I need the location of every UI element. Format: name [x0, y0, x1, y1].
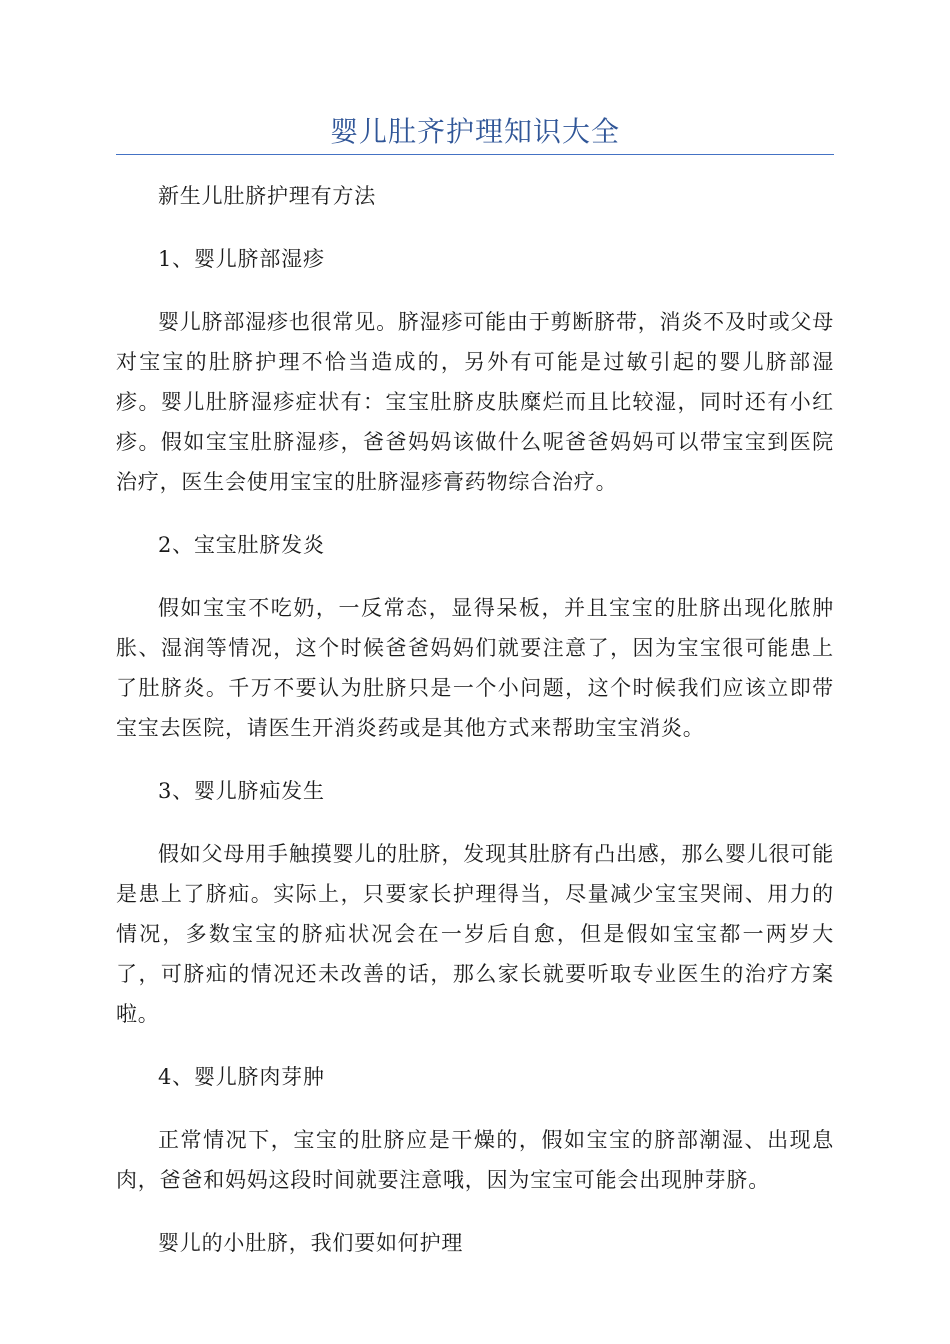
subsection-heading: 1、婴儿脐部湿疹 [158, 247, 325, 271]
body-paragraph: 假如父母用手触摸婴儿的肚脐，发现其肚脐有凸出感，那么婴儿很可能是患上了脐疝。实际上，只要家长护理得当，尽量减少宝宝哭闹、用力的情况，多数宝宝的脐疝状况会在一岁后自愈，但是假如宝宝都一两岁大了，可脐疝的情况还未改善的话，那么家长就要听取专业医生的治疗方案啦。 [116, 842, 834, 1026]
subsection-heading: 4、婴儿脐肉芽肿 [158, 1065, 325, 1089]
section-heading: 婴儿的小肚脐，我们要如何护理 [158, 1231, 464, 1255]
title-underline [116, 154, 834, 155]
page-title: 婴儿肚齐护理知识大全 [329, 115, 620, 148]
body-paragraph: 假如宝宝不吃奶，一反常态，显得呆板，并且宝宝的肚脐出现化脓肿胀、湿润等情况，这个时候爸爸妈妈们就要注意了，因为宝宝很可能患上了肚脐炎。千万不要认为肚脐只是一个小问题，这个时候我们应该立即带宝宝去医院，请医生开消炎药或是其他方式来帮助宝宝消炎。 [116, 596, 834, 740]
body-paragraph: 婴儿脐部湿疹也很常见。脐湿疹可能由于剪断脐带，消炎不及时或父母对宝宝的肚脐护理不恰当造成的，另外有可能是过敏引起的婴儿脐部湿疹。婴儿肚脐湿疹症状有：宝宝肚脐皮肤糜烂而且比较湿，同时还有小红疹。假如宝宝肚脐湿疹，爸爸妈妈该做什么呢爸爸妈妈可以带宝宝到医院治疗，医生会使用宝宝的肚脐湿疹膏药物综合治疗。 [116, 310, 834, 494]
section-heading: 新生儿肚脐护理有方法 [158, 184, 376, 208]
subsection-heading: 2、宝宝肚脐发炎 [158, 533, 325, 557]
subsection-heading: 3、婴儿脐疝发生 [158, 779, 325, 803]
document-body [116, 176, 834, 1286]
body-paragraph: 正常情况下，宝宝的肚脐应是干燥的，假如宝宝的脐部潮湿、出现息肉，爸爸和妈妈这段时间就要注意哦，因为宝宝可能会出现肿芽脐。 [116, 1128, 834, 1192]
